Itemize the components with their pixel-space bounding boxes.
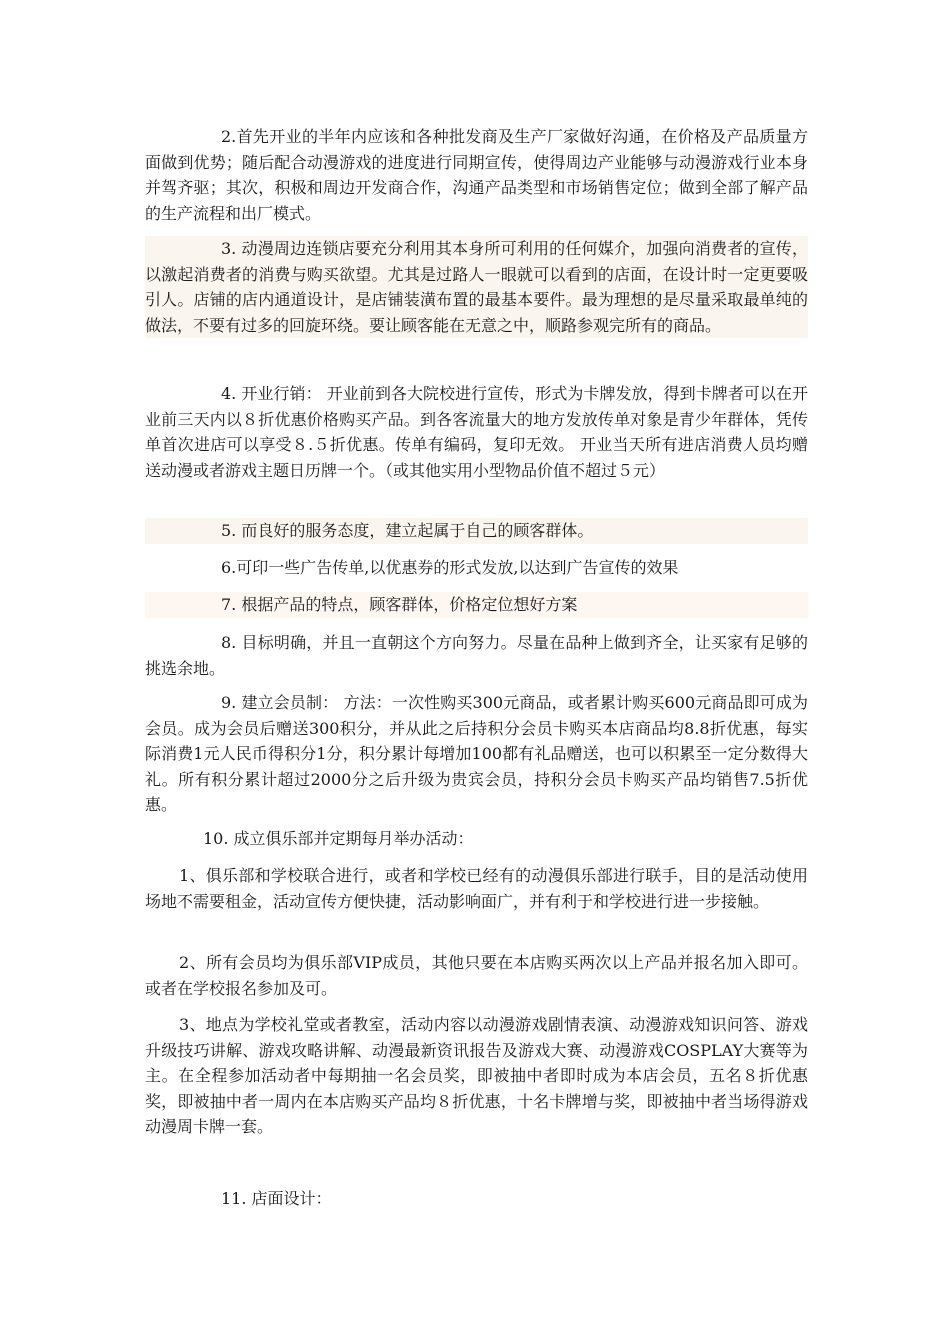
paragraph-9: 9. 建立会员制： 方法：一次性购买300元商品，或者累计购买600元商品即可成为会员。成为会员后赠送300积分，并从此之后持积分会员卡购买本店商品均8.8折优惠，每实际消费1元人民币得积分1分，积分累计每增加100都有礼品赠送，也可以积累至一定分数得大礼。所有积分累计超过2000分之后升级为贵宾会员，持积分会员卡购买产品均销售7.5折优惠。 [145,693,808,815]
paragraph-6: 6.可印一些广告传单,以优惠券的形式发放,以达到广告宣传的效果 [221,558,679,577]
club-item-3: 3、地点为学校礼堂或者教室，活动内容以动漫游戏剧情表演、动漫游戏知识问答、游戏升级技巧讲解、游戏攻略讲解、动漫最新资讯报告及游戏大赛、动漫游戏COSPLAY大赛等为主。在全程参加活动者中每期抽一名会员奖，即被抽中者即时成为本店会员，五名８折优惠奖，即被抽中者一周内在本店购买产品均８折优惠，十名卡牌增与奖，即被抽中者当场得游戏动漫周卡牌一套。 [145,1015,808,1137]
club-item-1: 1、俱乐部和学校联合进行，或者和学校已经有的动漫俱乐部进行联手，目的是活动使用场地不需要租金，活动宣传方便快捷，活动影响面广，并有利于和学校进行进一步接触。 [145,866,808,911]
paragraph-10: 10. 成立俱乐部并定期每月举办活动： [203,829,474,848]
paragraph-2: 2.首先开业的半年内应该和各种批发商及生产厂家做好沟通，在价格及产品质量方面做到优势；随后配合动漫游戏的进度进行同期宣传，使得周边产业能够与动漫游戏行业本身并驾齐驱；其次，积极和周边开发商合作，沟通产品类型和市场销售定位；做到全部了解产品的生产流程和出厂模式。 [145,127,808,223]
paragraph-11: 11. 店面设计： [221,1189,332,1208]
paragraph-4: 4. 开业行销： 开业前到各大院校进行宣传，形式为卡牌发放，得到卡牌者可以在开业前三天内以８折优惠价格购买产品。到各客流量大的地方发放传单对象是青少年群体，凭传单首次进店可以享受８.５折优惠。传单有编码，复印无效。 开业当天所有进店消费人员均赠送动漫或者游戏主题日历牌一个。（或其他实用小型物品价值不超过５元） [145,384,808,480]
paragraph-7: 7. 根据产品的特点，顾客群体，价格定位想好方案 [145,592,808,618]
paragraph-5: 5. 而良好的服务态度，建立起属于自己的顾客群体。 [145,518,808,544]
paragraph-8: 8. 目标明确，并且一直朝这个方向努力。尽量在品种上做到齐全，让买家有足够的挑选余地。 [145,633,808,678]
club-item-2: 2、所有会员均为俱乐部VIP成员，其他只要在本店购买两次以上产品并报名加入即可。或者在学校报名参加及可。 [145,953,808,998]
paragraph-3: 3. 动漫周边连锁店要充分利用其本身所可利用的任何媒介，加强向消费者的宣传，以激起消费者的消费与购买欲望。尤其是过路人一眼就可以看到的店面，在设计时一定更要吸引人。店铺的店内通道设计，是店铺装潢布置的最基本要件。最为理想的是尽量采取最单纯的做法，不要有过多的回旋环绕。要让顾客能在无意之中，顺路参观完所有的商品。 [145,236,808,338]
